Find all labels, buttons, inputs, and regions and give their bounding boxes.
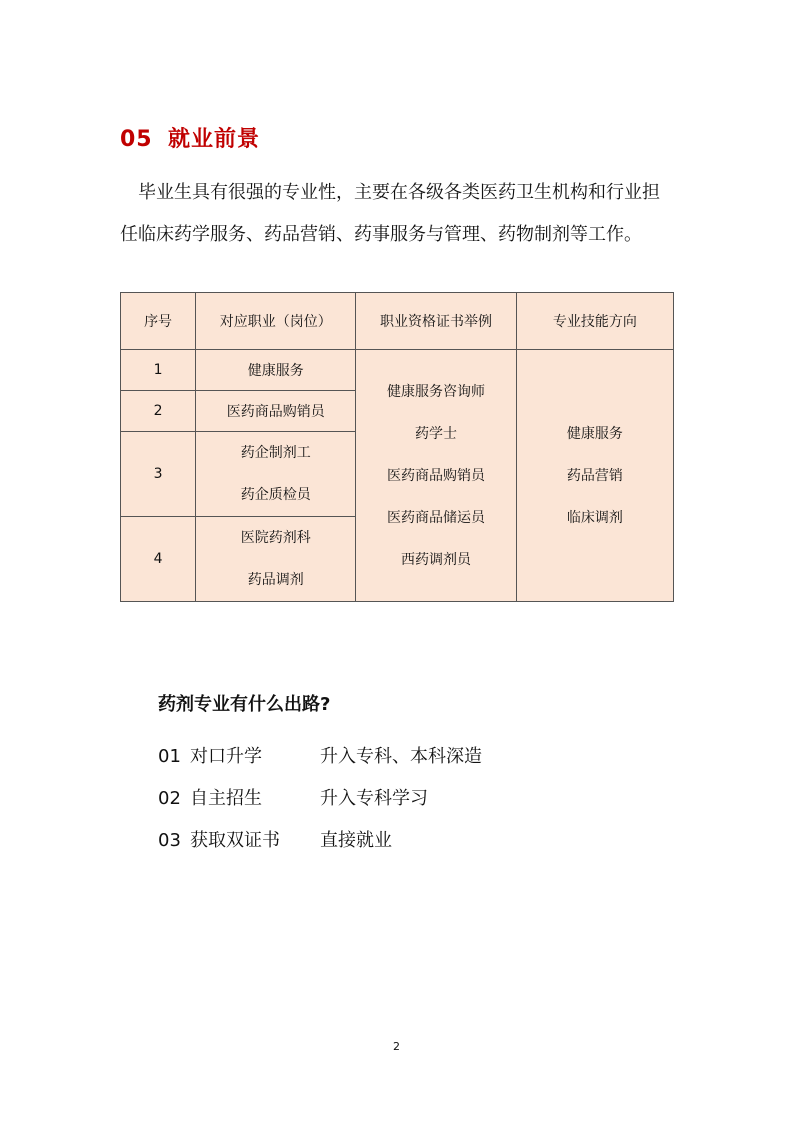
occupation-cell: 医药商品购销员 (196, 391, 356, 432)
section-number: 05 (120, 127, 153, 152)
row-number: 4 (121, 517, 196, 602)
path-result: 直接就业 (320, 830, 392, 851)
certificate-item: 健康服务咨询师 (387, 383, 486, 400)
header-occupation: 对应职业（岗位） (196, 293, 356, 350)
path-item (158, 820, 482, 862)
path-result: 升入专科学习 (320, 788, 428, 809)
occupation-cell: 健康服务 (196, 350, 356, 391)
path-way: 获取双证书 (190, 830, 280, 851)
certificate-item: 医药商品储运员 (387, 509, 486, 526)
intro-paragraph (120, 172, 690, 256)
certificate-item: 药学士 (415, 425, 458, 442)
certificate-item: 西药调剂员 (401, 551, 472, 568)
row-number: 3 (121, 432, 196, 517)
path-item (158, 778, 482, 820)
path-way: 对口升学 (190, 746, 262, 767)
intro-line-1: 毕业生具有很强的专业性，主要在各级各类医药卫生机构和行业担 (120, 182, 660, 203)
intro-line-2: 任临床药学服务、药品营销、药事服务与管理、药物制剂等工作。 (120, 224, 642, 245)
occupation-item: 医院药剂科 (240, 530, 311, 546)
header-index: 序号 (121, 293, 196, 350)
header-direction: 专业技能方向 (516, 293, 673, 350)
section-title (120, 122, 260, 153)
page-number: 2 (393, 1040, 400, 1053)
occupation-item: 药企质检员 (240, 487, 311, 503)
path-number: 03 (158, 830, 181, 851)
occupation-cell (196, 517, 356, 602)
row-number: 2 (121, 391, 196, 432)
direction-list (516, 350, 673, 602)
section-heading: 就业前景 (168, 127, 261, 152)
occupation-item: 药品调剂 (247, 572, 304, 588)
certificate-item: 医药商品购销员 (387, 467, 486, 484)
path-result: 升入专科、本科深造 (320, 746, 482, 767)
path-number: 02 (158, 788, 181, 809)
path-way: 自主招生 (190, 788, 262, 809)
career-paths (158, 690, 482, 862)
occupation-item: 药企制剂工 (240, 445, 311, 461)
occupation-cell (196, 432, 356, 517)
header-certificate: 职业资格证书举例 (356, 293, 516, 350)
table-row (121, 350, 674, 391)
direction-item: 药品营销 (566, 467, 623, 484)
direction-item: 临床调剂 (566, 509, 623, 526)
row-number: 1 (121, 350, 196, 391)
path-number: 01 (158, 746, 181, 767)
table-header-row (121, 293, 674, 350)
direction-item: 健康服务 (566, 425, 623, 442)
career-table (120, 292, 674, 602)
paths-question: 药剂专业有什么出路? (158, 694, 331, 715)
certificate-list (356, 350, 516, 602)
path-item (158, 736, 482, 778)
